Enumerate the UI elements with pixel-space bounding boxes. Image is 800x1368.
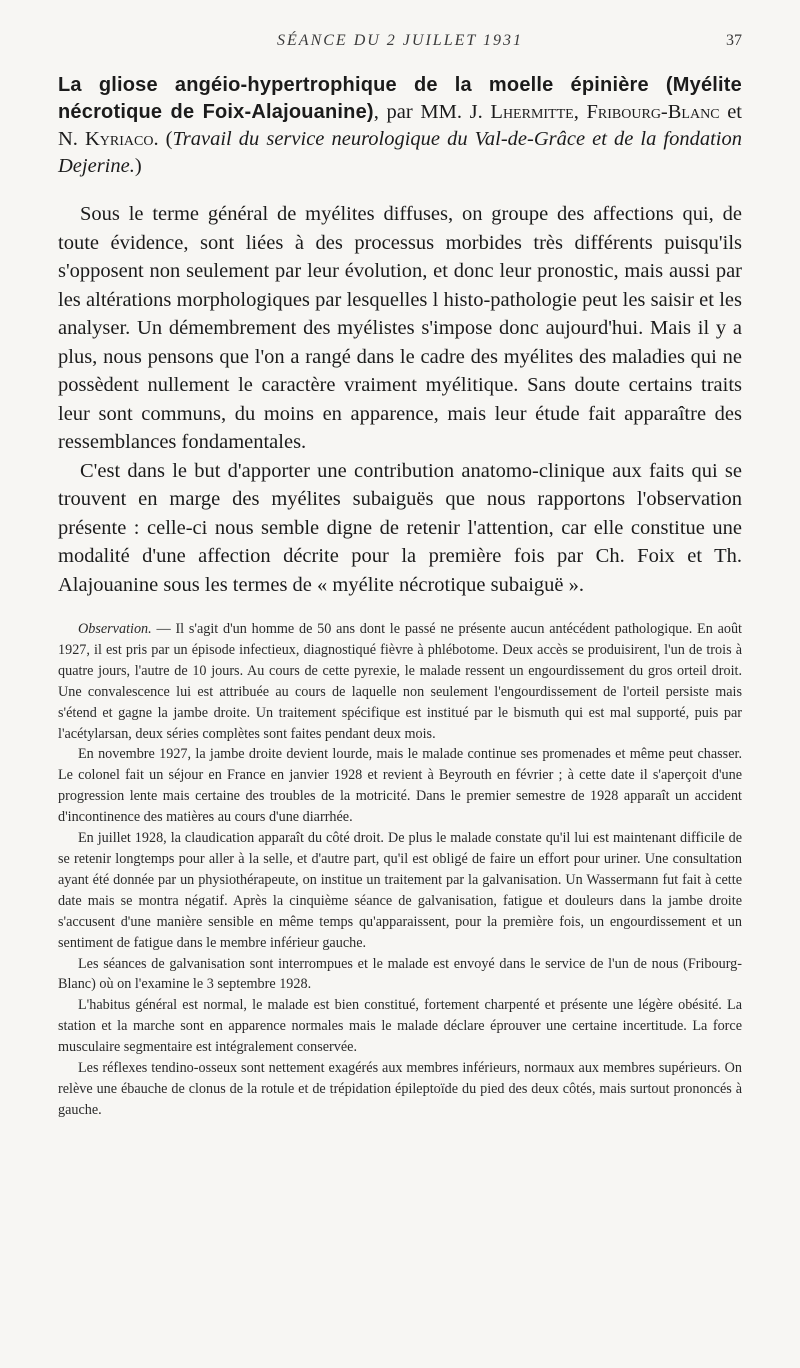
author-3-name: Kyriaco: [85, 128, 154, 150]
author-3-initial: N.: [58, 128, 85, 150]
affiliation: Travail du service neurologique du Val-de-Grâce et de la fondation Dejerine.: [58, 128, 742, 177]
intro-paragraph: C'est dans le but d'apporter une contribution anatomo-clinique aux faits qui se trouvent en marge des myélites subaiguës que nous rapportons l'observation présente : celle-ci nous semble digne de retenir l'attention, car elle constitue une modalité d'une affection décrite pour la première fois par Ch. Foix et Th. Alajouanine sous les termes de « myélite nécrotique subaiguë ».: [58, 459, 742, 596]
byline-separator-2: et: [719, 101, 743, 123]
observation-text: — Il s'agit d'un homme de 50 ans dont le passé ne présente aucun antécédent pathologique. En août 1927, il est pris par un épisode infectieux, diagnostiqué fièvre à phlébotome. Deux accès se produisirent, l'un de trois à quatre jours, l'autre de 10 jours. Au cours de cette pyrexie, le malade ressent un engourdissement du gros orteil droit. Une convalescence lui est attribuée au cours de laquelle non seulement l'engourdissement de l'orteil persiste mais s'étend et gagne la jambe droite. Un traitement spécifique est institué par le bismuth qui est mal supporté, puis par l'acétylarsan, deux séries complètes sont faites pendant deux mois.: [58, 621, 742, 742]
observation-paragraph: En novembre 1927, la jambe droite devient lourde, mais le malade continue ses promenades et même peut chasser. Le colonel fait un séjour en France en janvier 1928 et revient à Beyrouth en février ; à cette date il s'aperçoit d'une progression lente mais certaine des troubles de la motricité. Dans le premier semestre de 1928 apparaît un accident d'incontinence des matières au cours d'une diarrhée.: [58, 746, 742, 826]
running-head: [58, 30, 742, 56]
observation-label: Observation.: [78, 621, 152, 637]
byline-lead: , par MM.: [373, 101, 470, 123]
running-title: SÉANCE DU 2 JUILLET 1931: [277, 32, 523, 49]
author-2-name: Fribourg-Blanc: [586, 101, 720, 123]
observation-paragraph: Les réflexes tendino-osseux sont nettement exagérés aux membres inférieurs, normaux aux membres supérieurs. On relève une ébauche de clonus de la rotule et de trépidation épileptoïde du pied des deux côtés, mais surtout prononcés à gauche.: [58, 1060, 742, 1118]
observation-section: [58, 619, 742, 1121]
introduction: [58, 200, 742, 599]
article-header: [58, 72, 742, 180]
byline-separator-3: . (: [153, 128, 173, 150]
author-1-name: Lhermitte: [490, 101, 574, 123]
article-title: La gliose angéio-hypertrophique de la moelle épinière (Myélite nécrotique de Foix-Alajouanine): [58, 74, 742, 123]
affiliation-close: ): [134, 155, 142, 177]
page-number: 37: [726, 32, 742, 49]
author-1-initial: J.: [469, 101, 491, 123]
observation-paragraph: Les séances de galvanisation sont interrompues et le malade est envoyé dans le service de l'un de nous (Fribourg-Blanc) où on l'examine le 3 septembre 1928.: [58, 955, 742, 993]
byline-separator-1: ,: [573, 101, 587, 123]
intro-paragraph: Sous le terme général de myélites diffuses, on groupe des affections qui, de toute évidence, sont liées à des processus morbides très différents puisqu'ils s'opposent non seulement par leur évolution, et donc leur pronostic, mais aussi par les altérations morphologiques par lesquelles l histo-pathologie peut les saisir et les analyser. Un démembrement des myélistes s'impose donc aujourd'hui. Mais il y a plus, nous pensons que l'on a rangé dans le cadre des myélites des maladies qui ne possèdent nullement le caractère vraiment myélitique. Sans doute certains traits leur sont communs, du moins en apparence, mais leur étude fait apparaître des ressemblances fondamentales.: [58, 203, 742, 453]
observation-paragraph: L'habitus général est normal, le malade est bien constitué, fortement charpenté et présente une légère obésité. La station et la marche sont en apparence normales mais le malade déclare éprouver une certaine incertitude. La force musculaire segmentaire est intégralement conservée.: [58, 997, 742, 1056]
observation-paragraph: En juillet 1928, la claudication apparaît du côté droit. De plus le malade constate qu'il lui est maintenant difficile de se retenir longtemps pour aller à la selle, et d'autre part, qu'il est obligé de faire un effort pour uriner. Une consultation ayant été donnée par un physiothérapeute, on institue un traitement par la galvanisation. Un Wassermann fut fait à cette date mais se montra négatif. Après la cinquième séance de galvanisation, fatigue et douleurs dans la jambe droite s'accusent d'une manière sensible en même temps qu'apparaissent, pour la première fois, un engourdissement et un sentiment de fatigue dans le membre inférieur gauche.: [58, 830, 742, 951]
observation-paragraph: [58, 619, 742, 744]
